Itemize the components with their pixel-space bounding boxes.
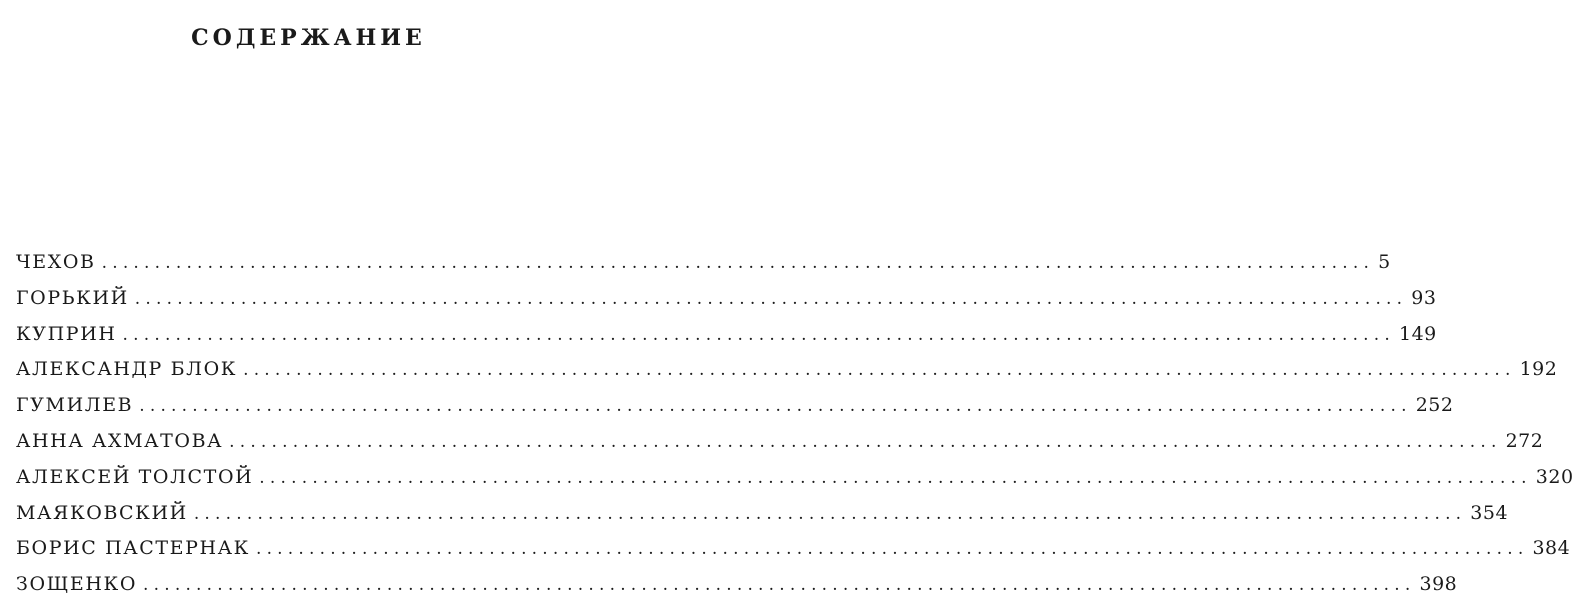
toc-entry-chekhov[interactable] bbox=[16, 246, 1391, 282]
toc-entry-zoshchenko[interactable] bbox=[16, 568, 1458, 604]
toc-entry-title: АЛЕКСАНДР БЛОК bbox=[16, 358, 238, 381]
dot-leader: ........................................................................................................................ bbox=[229, 431, 1502, 452]
toc-entry-title: ГОРЬКИЙ bbox=[16, 286, 129, 309]
dot-leader: ........................................................................................................................ bbox=[255, 539, 1529, 560]
toc-entry-page: 192 bbox=[1519, 358, 1558, 381]
toc-entry-title: ЗОЩЕНКО bbox=[16, 573, 138, 596]
dot-leader: ........................................................................................................................ bbox=[143, 575, 1416, 596]
toc-entry-kuprin[interactable] bbox=[16, 318, 1437, 354]
dot-leader: ........................................................................................................................ bbox=[139, 396, 1412, 417]
toc-entry-page: 272 bbox=[1505, 429, 1544, 452]
toc-entry-mayakovsky[interactable] bbox=[16, 497, 1509, 533]
toc-entry-title: ЧЕХОВ bbox=[16, 251, 96, 273]
toc-entry-page: 5 bbox=[1378, 251, 1391, 273]
toc-entry-title: БОРИС ПАСТЕРНАК bbox=[16, 537, 250, 560]
dot-leader: ........................................................................................................................ bbox=[259, 467, 1532, 488]
toc-entry-page: 252 bbox=[1415, 394, 1454, 417]
dot-leader: ........................................................................................................................ bbox=[134, 288, 1408, 309]
dot-leader: ........................................................................................................................ bbox=[101, 253, 1375, 273]
toc-entry-title: ГУМИЛЕВ bbox=[16, 394, 134, 417]
toc-entry-gumilev[interactable] bbox=[16, 389, 1454, 425]
toc-entry-page: 149 bbox=[1399, 322, 1437, 345]
table-of-contents bbox=[16, 246, 1574, 604]
toc-entry-page: 93 bbox=[1411, 286, 1437, 309]
toc-entry-akhmatova[interactable] bbox=[16, 425, 1544, 461]
dot-leader: ........................................................................................................................ bbox=[243, 360, 1516, 381]
toc-entry-pasternak[interactable] bbox=[16, 532, 1571, 568]
toc-entry-page: 384 bbox=[1532, 537, 1571, 560]
dot-leader: ........................................................................................................................ bbox=[193, 503, 1467, 524]
toc-entry-title: МАЯКОВСКИЙ bbox=[16, 501, 188, 524]
toc-entry-page: 320 bbox=[1535, 465, 1574, 488]
toc-entry-page: 398 bbox=[1419, 573, 1458, 596]
toc-entry-title: АННА АХМАТОВА bbox=[16, 429, 224, 452]
toc-entry-title: АЛЕКСЕЙ ТОЛСТОЙ bbox=[16, 465, 254, 488]
toc-entry-title: КУПРИН bbox=[16, 322, 117, 345]
toc-entry-tolstoy[interactable] bbox=[16, 461, 1574, 497]
dot-leader: ........................................................................................................................ bbox=[122, 324, 1395, 345]
toc-entry-blok[interactable] bbox=[16, 353, 1558, 389]
toc-entry-gorky[interactable] bbox=[16, 282, 1437, 318]
toc-entry-page: 354 bbox=[1470, 501, 1509, 524]
page-title: СОДЕРЖАНИЕ bbox=[191, 24, 426, 51]
